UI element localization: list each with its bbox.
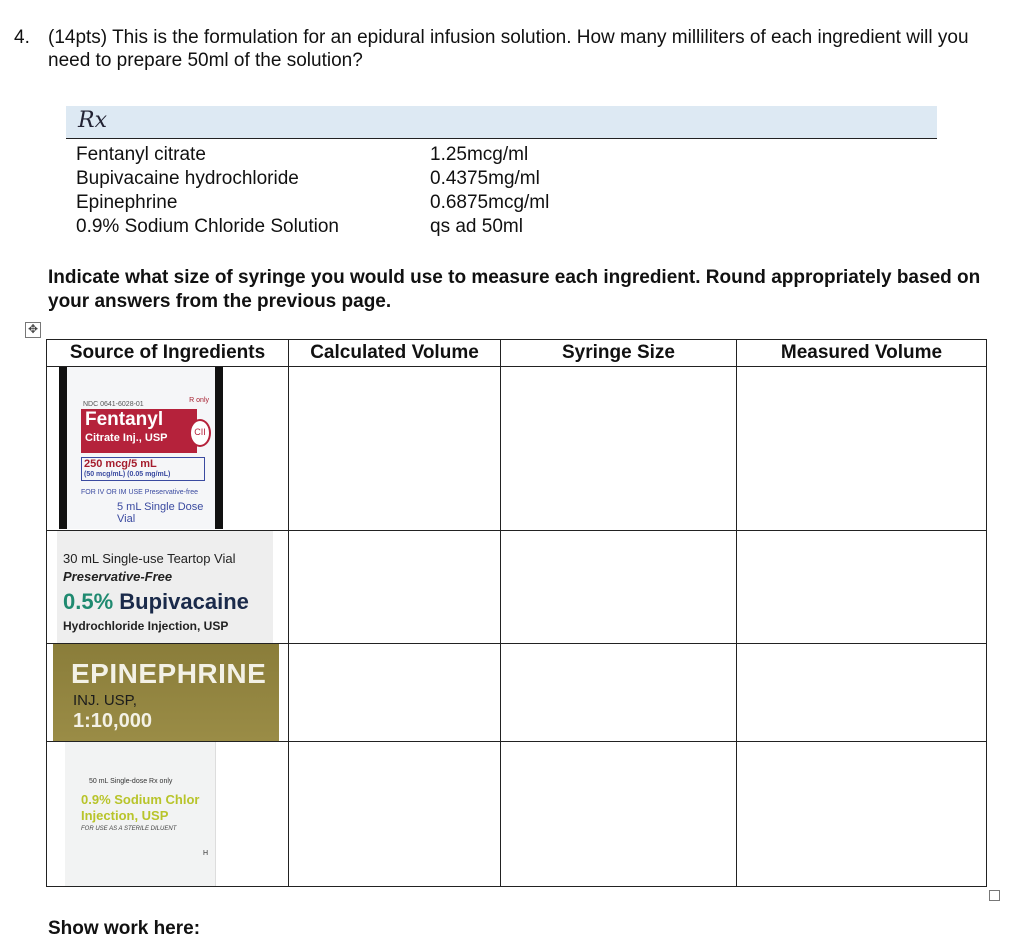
epinephrine-ratio: 1:10,000	[73, 710, 152, 732]
sodium-chloride-calculated-volume-cell[interactable]	[289, 742, 501, 887]
bupivacaine-syringe-size-cell[interactable]	[501, 531, 737, 644]
header-measured-volume: Measured Volume	[737, 340, 987, 367]
bupivacaine-measured-volume-cell[interactable]	[737, 531, 987, 644]
table-header-row	[47, 340, 987, 367]
fentanyl-name: Fentanyl	[85, 409, 164, 430]
rx-item	[66, 215, 937, 239]
fentanyl-brand-box	[81, 409, 197, 453]
rx-item-amount: 0.6875mcg/ml	[430, 192, 550, 213]
fentanyl-label	[59, 367, 223, 529]
epinephrine-syringe-size-cell[interactable]	[501, 644, 737, 742]
rx-item	[66, 191, 937, 215]
sodium-chloride-name-line1: 0.9% Sodium Chlor	[81, 792, 200, 807]
instruction-text: Indicate what size of syringe you would use to measure each ingredient. Round appropriately based on your answers from the previous page.	[48, 267, 981, 312]
rx-item-amount: qs ad 50ml	[430, 216, 523, 237]
sodium-chloride-name-line2: Injection, USP	[81, 808, 169, 823]
table-row-epinephrine	[47, 644, 987, 742]
rx-item	[66, 143, 937, 167]
fentanyl-route: FOR IV OR IM USE Preservative-free	[81, 489, 199, 496]
rx-item-amount: 0.4375mg/ml	[430, 168, 540, 189]
bupivacaine-calculated-volume-cell[interactable]	[289, 531, 501, 644]
question-number: 4.	[14, 27, 30, 48]
rx-item-amount: 1.25mcg/ml	[430, 144, 529, 165]
rx-item-name: Fentanyl citrate	[76, 144, 206, 165]
rx-formulation	[66, 106, 937, 239]
schedule-c2-icon: CII	[189, 419, 211, 447]
header-source: Source of Ingredients	[47, 340, 289, 367]
bupivacaine-percent: 0.5%	[63, 589, 114, 614]
fentanyl-rx-only: R only	[189, 397, 209, 404]
rx-header	[66, 106, 937, 139]
bupivacaine-sub: Hydrochloride Injection, USP	[63, 619, 229, 633]
table-row-sodium-chloride	[47, 742, 987, 887]
rx-item-name: Bupivacaine hydrochloride	[76, 168, 299, 189]
epinephrine-calculated-volume-cell[interactable]	[289, 644, 501, 742]
fentanyl-syringe-size-cell[interactable]	[501, 367, 737, 531]
table-resize-handle[interactable]	[989, 890, 1000, 901]
sodium-chloride-syringe-size-cell[interactable]	[501, 742, 737, 887]
sodium-chloride-label	[65, 742, 216, 886]
bupivacaine-vial-image	[47, 531, 289, 644]
table-row-bupivacaine	[47, 531, 987, 644]
epinephrine-name: EPINEPHRINE	[71, 658, 267, 689]
header-syringe-size: Syringe Size	[501, 340, 737, 367]
sodium-chloride-vial-size: 50 mL Single-dose Rx only	[89, 778, 173, 785]
bupivacaine-label	[57, 531, 273, 643]
fentanyl-calculated-volume-cell[interactable]	[289, 367, 501, 531]
sodium-chloride-measured-volume-cell[interactable]	[737, 742, 987, 887]
sodium-chloride-mark: H	[203, 850, 209, 857]
fentanyl-vial-image	[47, 367, 289, 531]
rx-item	[66, 167, 937, 191]
question-text: (14pts) This is the formulation for an epidural infusion solution. How many milliliters of each ingredient will you need to prepare 50ml of the solution?	[48, 27, 969, 71]
fentanyl-volume: 5 mL Single Dose Vial	[117, 501, 204, 525]
epinephrine-label	[53, 644, 279, 741]
epinephrine-measured-volume-cell[interactable]	[737, 644, 987, 742]
sodium-chloride-use: FOR USE AS A STERILE DILUENT	[81, 826, 177, 832]
fentanyl-concentration: (50 mcg/mL) (0.05 mg/mL)	[84, 471, 171, 478]
fentanyl-measured-volume-cell[interactable]	[737, 367, 987, 531]
fentanyl-sub: Citrate Inj., USP	[85, 432, 168, 444]
show-work-heading: Show work here:	[48, 918, 201, 939]
rx-item-name: 0.9% Sodium Chloride Solution	[76, 216, 339, 237]
fentanyl-dose: 250 mcg/5 mL	[84, 458, 157, 470]
bupivacaine-vial-size: 30 mL Single-use Teartop Vial	[63, 551, 236, 566]
epinephrine-vial-image	[47, 644, 289, 742]
fentanyl-dose-box	[81, 457, 205, 481]
ingredients-table	[46, 339, 987, 887]
sodium-chloride-vial-image	[47, 742, 289, 887]
epinephrine-sub: INJ. USP,	[73, 692, 137, 709]
header-calculated-volume: Calculated Volume	[289, 340, 501, 367]
sodium-chloride-name	[81, 792, 199, 824]
rx-item-name: Epinephrine	[76, 192, 178, 213]
bupivacaine-name: Bupivacaine	[119, 589, 249, 614]
fentanyl-ndc: NDC 0641-6028-01	[83, 401, 144, 408]
table-move-handle-icon[interactable]: ✥	[25, 322, 41, 338]
bupivacaine-preservative: Preservative-Free	[63, 569, 173, 584]
rx-symbol: Rx	[78, 108, 107, 133]
rx-list	[66, 139, 937, 239]
table-row-fentanyl	[47, 367, 987, 531]
bupivacaine-title	[63, 589, 249, 615]
